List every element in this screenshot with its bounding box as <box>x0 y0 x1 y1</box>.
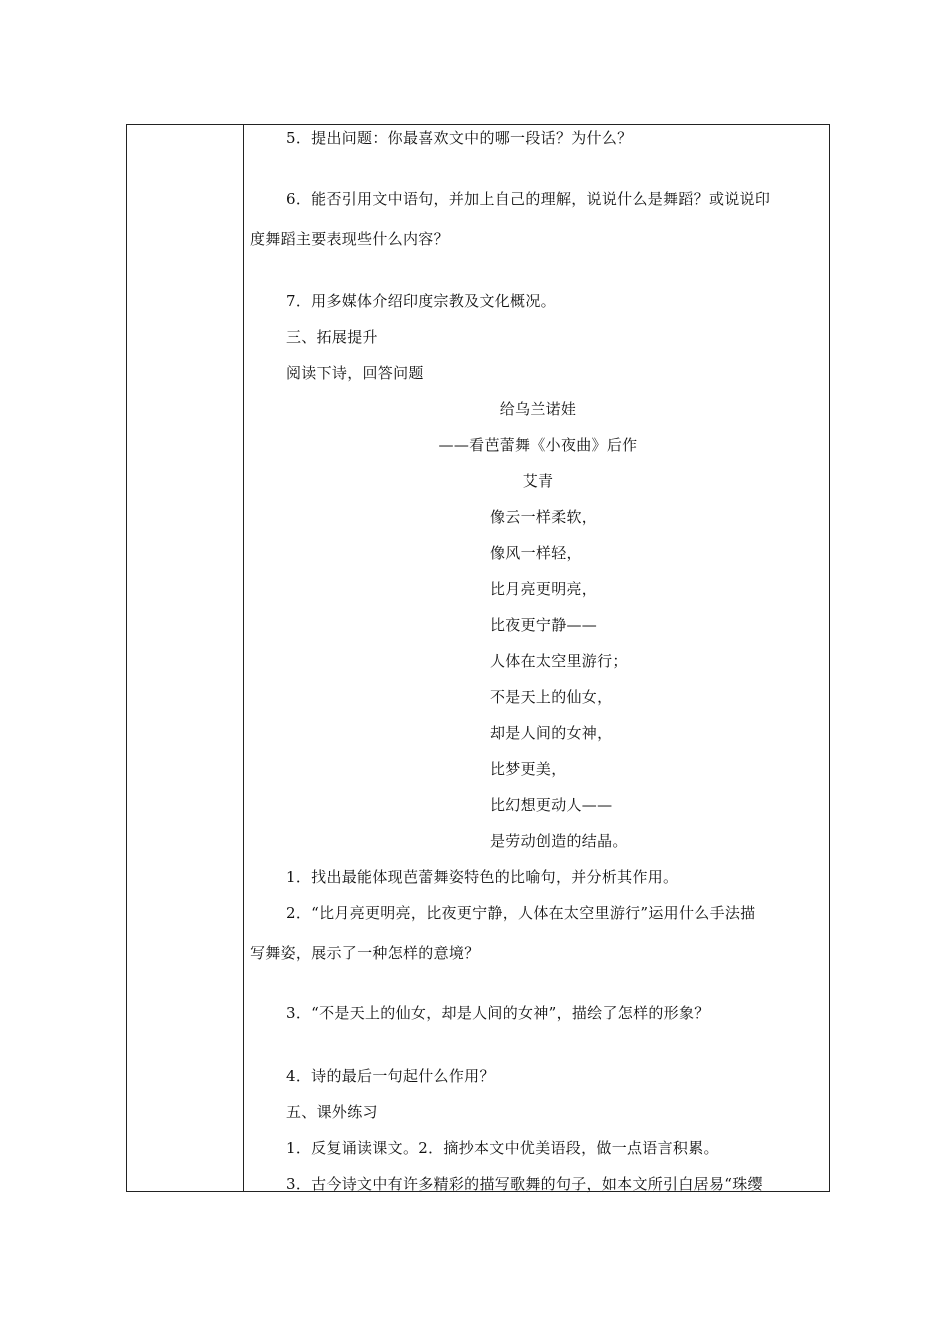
poem-line: 比夜更宁静—— <box>490 616 598 634</box>
question-4: 4．诗的最后一句起什么作用？ <box>286 1067 495 1085</box>
poem-line: 比梦更美， <box>490 760 567 778</box>
poem-line: 人体在太空里游行； <box>490 652 628 670</box>
section-3-heading: 三、拓展提升 <box>286 328 378 346</box>
item-6-line2: 度舞蹈主要表现些什么内容？ <box>250 230 449 248</box>
item-5: 5．提出问题：你最喜欢文中的哪一段话？为什么？ <box>286 129 633 147</box>
poem-line: 不是天上的仙女， <box>490 688 613 706</box>
poem-author: 艾青 <box>522 472 554 490</box>
exercise-1-2: 1．反复诵读课文。2．摘抄本文中优美语段，做一点语言积累。 <box>286 1139 719 1157</box>
question-2-line2: 写舞姿，展示了一种怎样的意境？ <box>250 944 480 962</box>
item-6-line1: 6．能否引用文中语句，并加上自己的理解，说说什么是舞蹈？或说说印 <box>286 190 771 208</box>
lesson-table <box>126 124 830 1192</box>
poem-line: 像风一样轻， <box>490 544 582 562</box>
poem-title: 给乌兰诺娃 <box>499 400 577 418</box>
poem-instruction: 阅读下诗，回答问题 <box>286 364 424 382</box>
poem-line: 却是人间的女神， <box>490 724 613 742</box>
poem-subtitle: ——看芭蕾舞《小夜曲》后作 <box>438 436 638 454</box>
question-1: 1．找出最能体现芭蕾舞姿特色的比喻句，并分析其作用。 <box>286 868 679 886</box>
exercise-3: 3．古今诗文中有许多精彩的描写歌舞的句子，如本文所引白居易“珠缨 <box>286 1175 763 1193</box>
poem-line: 比月亮更明亮， <box>490 580 598 598</box>
question-2-line1: 2．“比月亮更明亮，比夜更宁静，人体在太空里游行”运用什么手法描 <box>286 904 756 922</box>
section-5-heading: 五、课外练习 <box>286 1103 378 1121</box>
question-3: 3．“不是天上的仙女，却是人间的女神”，描绘了怎样的形象？ <box>286 1004 710 1022</box>
poem-line: 是劳动创造的结晶。 <box>490 832 628 850</box>
poem-line: 比幻想更动人—— <box>490 796 613 814</box>
left-column <box>127 125 244 1191</box>
item-7: 7．用多媒体介绍印度宗教及文化概况。 <box>286 292 556 310</box>
poem-line: 像云一样柔软， <box>490 508 598 526</box>
